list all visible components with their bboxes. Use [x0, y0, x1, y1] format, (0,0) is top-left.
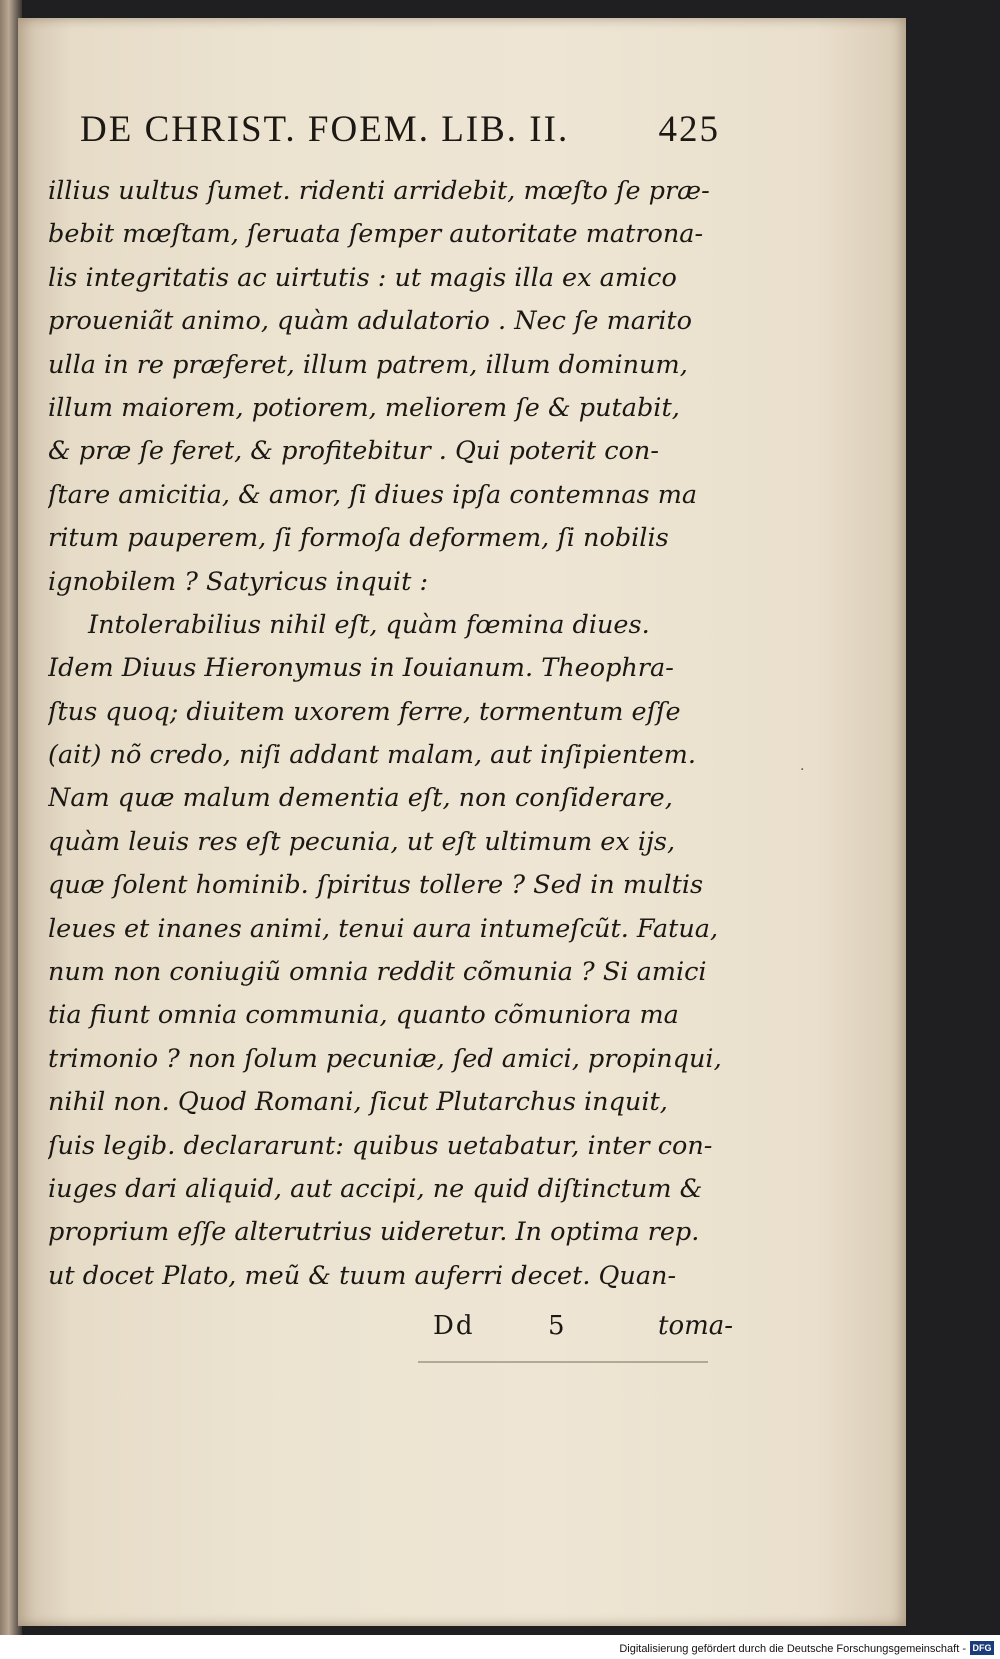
text-line: proprium eſſe alterutrius uideretur. In optima rep.	[48, 1217, 700, 1248]
book-page	[18, 18, 906, 1626]
quotation-line: Intolerabilius nihil eſt, quàm fœmina diues.	[88, 609, 650, 640]
text-line: ſtare amicitia, & amor, ſi diues ipſa contemnas ma	[48, 479, 698, 510]
text-line: quàm leuis res eſt pecunia, ut eſt ultimum ex ijs,	[48, 826, 676, 857]
dfg-logo-icon: DFG	[970, 1641, 994, 1655]
text-line: illum maiorem, potiorem, meliorem ſe & putabit,	[48, 392, 680, 423]
page-footer	[48, 1311, 753, 1355]
text-line: num non coniugiũ omnia reddit cõmunia ? Si amici	[48, 957, 707, 988]
text-line: (ait) nõ credo, niſi addant malam, aut inſipientem.	[48, 740, 696, 771]
text-line: iuges dari aliquid, aut accipi, ne quid diſtinctum &	[48, 1173, 703, 1204]
folio-number: 425	[658, 109, 720, 150]
margin-speck: .	[800, 758, 805, 774]
running-header	[80, 108, 720, 158]
text-line: trimonio ? non ſolum pecuniæ, ſed amici, propinqui,	[48, 1043, 722, 1074]
text-line: tia fiunt omnia communia, quanto cõmuniora ma	[48, 1000, 679, 1031]
running-title: DE CHRIST. FOEM. LIB. II.	[80, 109, 570, 150]
text-line: Nam quæ malum dementia eſt, non conſiderare,	[48, 783, 673, 814]
credit-text: Digitalisierung gefördert durch die Deutsche Forschungsgemeinschaft -	[619, 1643, 966, 1655]
catchword: toma-	[658, 1311, 734, 1341]
text-line: ulla in re præferet, illum patrem, illum dominum,	[48, 349, 688, 380]
body-text	[48, 170, 753, 1298]
signature-number: 5	[548, 1311, 565, 1341]
text-line: ut docet Plato, meũ & tuum auferri decet. Quan-	[48, 1260, 677, 1291]
text-line: quæ ſolent hominib. ſpiritus tollere ? Sed in multis	[48, 870, 704, 901]
text-line: ritum pauperem, ſi formoſa deformem, ſi nobilis	[48, 523, 669, 554]
text-line: nihil non. Quod Romani, ſicut Plutarchus inquit,	[48, 1087, 668, 1118]
text-line: ignobilem ? Satyricus inquit :	[48, 566, 429, 597]
text-line: leues et inanes animi, tenui aura intumeſcũt. Fatua,	[48, 913, 719, 944]
credit-bar	[0, 1635, 1000, 1659]
footer-rule	[418, 1361, 708, 1363]
text-line: & præ ſe feret, & profitebitur . Qui poterit con-	[48, 436, 659, 467]
text-line: proueniãt animo, quàm adulatorio . Nec ſe marito	[48, 306, 692, 337]
text-line: Idem Diuus Hieronymus in Iouianum. Theophra-	[48, 653, 674, 684]
text-line: ſtus quoq; diuitem uxorem ferre, tormentum eſſe	[48, 696, 681, 727]
text-line: ſuis legib. declararunt: quibus uetabatur, inter con-	[48, 1130, 713, 1161]
signature-mark: Dd	[433, 1311, 475, 1341]
text-line: illius uultus ſumet. ridenti arridebit, mœſto ſe præ-	[48, 176, 710, 206]
text-line: bebit mœſtam, ſeruata ſemper autoritate matrona-	[48, 219, 704, 250]
text-line: lis integritatis ac uirtutis : ut magis illa ex amico	[48, 262, 677, 293]
